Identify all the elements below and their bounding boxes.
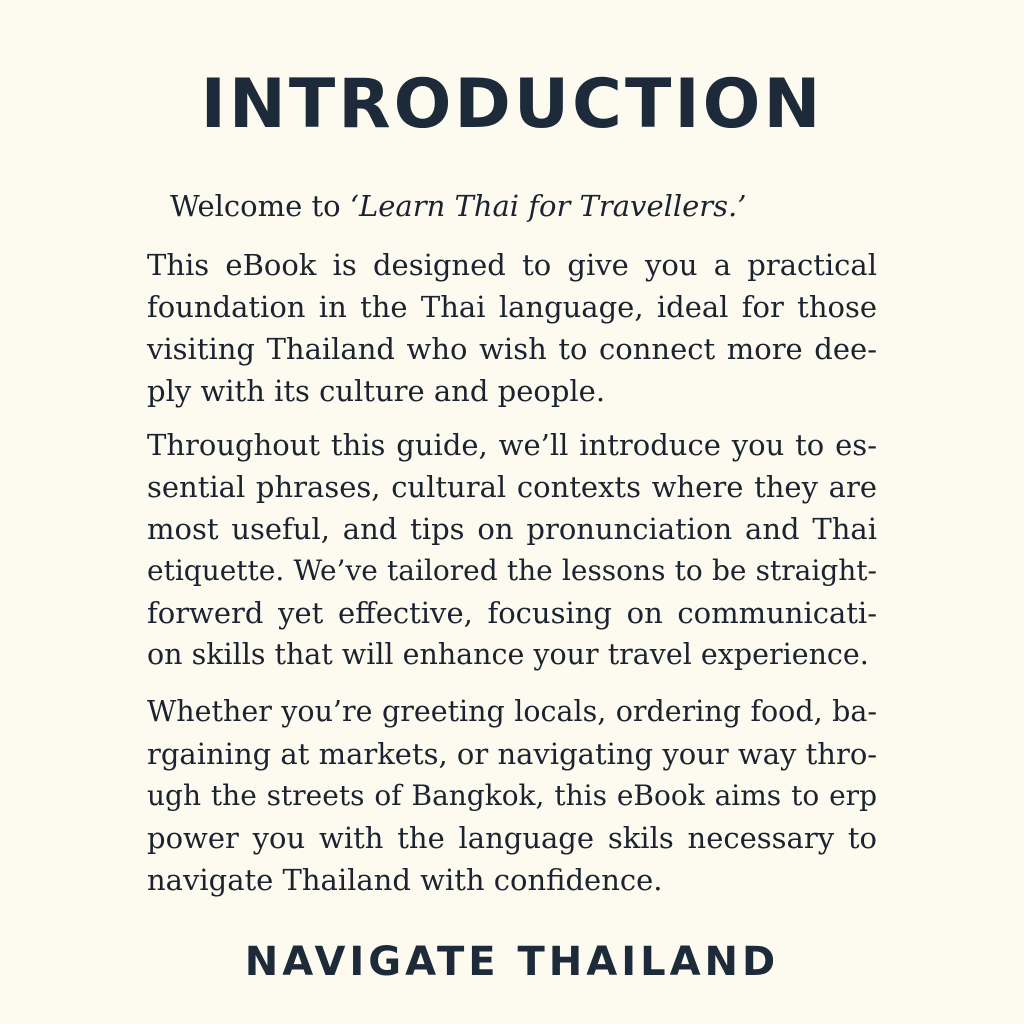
paragraph-line: power you with the language skils necessary to	[147, 821, 877, 855]
paragraph-line: rgaining at markets, or navigating your way thro-	[147, 737, 878, 771]
welcome-prefix: Welcome to	[170, 189, 350, 223]
book-title: ‘Learn Thai for Travellers.’	[349, 189, 747, 223]
paragraph-guide	[147, 424, 877, 676]
paragraph-line: foundation in the Thai language, ideal for those	[147, 290, 877, 324]
paragraph-line: forwerd yet effective, focusing on communicati-	[147, 596, 877, 630]
page-title: INTRODUCTION	[200, 65, 824, 144]
paragraph-line: sential phrases, cultural contexts where they are	[147, 470, 877, 504]
paragraph-line: navigate Thailand with confidence.	[147, 863, 663, 897]
footer-heading: NAVIGATE THAILAND	[244, 939, 780, 985]
paragraph-line: This eBook is designed to give you a practical	[147, 248, 877, 282]
paragraph-line: etiquette. We’ve tailored the lessons to be straight-	[147, 554, 877, 587]
paragraph-line: visiting Thailand who wish to connect more dee-	[147, 332, 877, 366]
paragraph-line: on skills that will enhance your travel experience.	[147, 638, 869, 671]
paragraph-line: Throughout this guide, we’ll introduce you to es-	[147, 428, 877, 462]
paragraph-line: Whether you’re greeting locals, ordering food, ba-	[147, 695, 877, 728]
welcome-line	[170, 184, 747, 228]
paragraph-line: ugh the streets of Bangkok, this eBook aims to erp	[147, 779, 877, 812]
paragraph-intro	[147, 244, 877, 412]
paragraph-line: ply with its culture and people.	[147, 374, 606, 408]
paragraph-line: most useful, and tips on pronunciation and Thai	[147, 512, 877, 546]
paragraph-goals	[147, 691, 877, 901]
